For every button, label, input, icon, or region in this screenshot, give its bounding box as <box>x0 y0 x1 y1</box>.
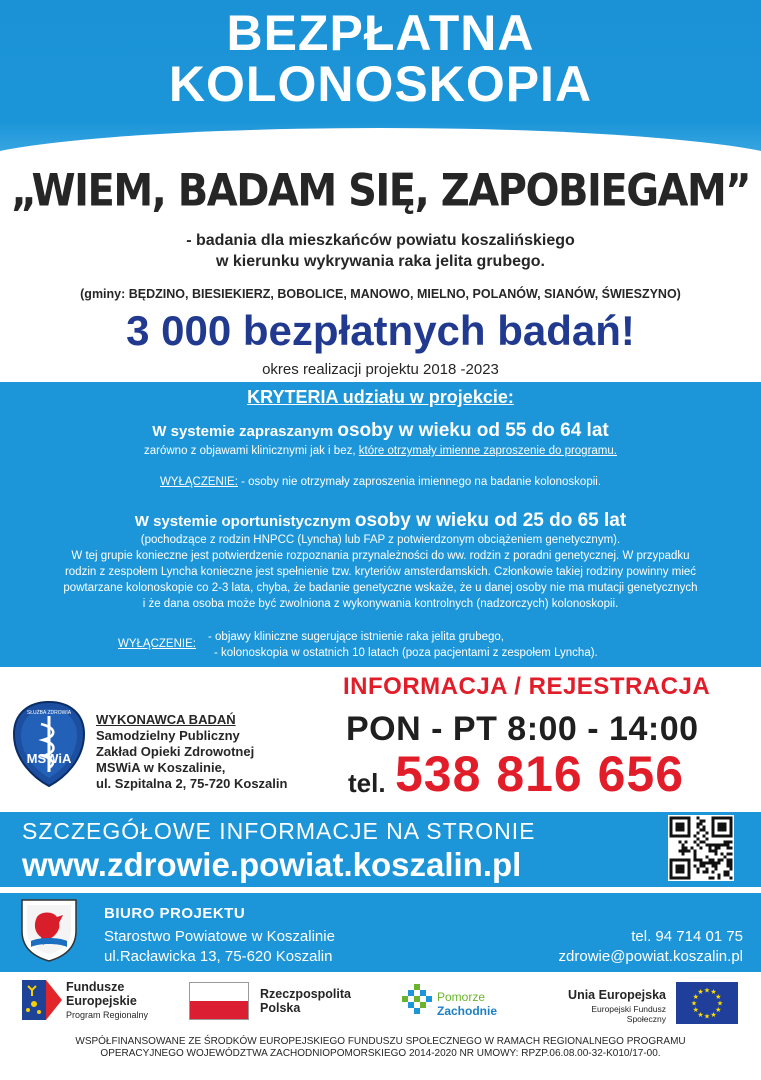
footer-line1: WSPÓŁFINANSOWANE ZE ŚRODKÓW EUROPEJSKIEGO FUNDUSZU SPOŁECZNEGO W RAMACH REGIONALNEGO PROGRAMU <box>75 1036 686 1047</box>
rp-line2: Polska <box>260 1001 301 1015</box>
polish-flag-icon <box>189 982 249 1020</box>
contractor-details <box>96 728 287 792</box>
website-url-link[interactable]: www.zdrowie.powiat.koszalin.pl <box>22 846 522 883</box>
eu-text <box>558 988 666 1024</box>
opportunistic-line: i że dana osoba może być zwolniona z wykonywania kontrolnych (nadzorczych) kolonoskopii. <box>142 598 619 610</box>
office-email[interactable]: zdrowie@powiat.koszalin.pl <box>558 948 743 965</box>
mswia-logo <box>12 700 86 788</box>
opportunistic-line: (pochodzące z rodzin HNPCC (Lyncha) lub FAP z potwierdzonym obciążeniem genetycznym). <box>140 534 621 546</box>
opportunistic-exclusion-label: WYŁĄCZENIE: <box>118 638 196 650</box>
campaign-slogan: „WIEM, BADAM SIĘ, ZAPOBIEGAM” <box>10 165 751 217</box>
registration-phone-number[interactable]: 538 816 656 <box>395 746 685 802</box>
svg-text:★: ★ <box>715 1007 722 1014</box>
svg-text:★: ★ <box>715 994 722 1001</box>
ue-line1: Unia Europejska <box>568 988 666 1002</box>
headline-free-tests: 3 000 bezpłatnych badań! <box>126 307 635 354</box>
contractor-line: MSWiA w Koszalinie, <box>96 760 226 775</box>
svg-text:★: ★ <box>703 1013 711 1021</box>
fe-line1: Fundusze <box>66 980 125 994</box>
cofinancing-footer <box>0 1036 761 1060</box>
invited-heading-prefix: W systemie zapraszanym <box>152 423 338 440</box>
opportunistic-line: rodzin z zespołem Lyncha konieczne jest spełnienie tzw. kryteriów amsterdamskich. Członkowie takiej rodziny powinny mieć <box>64 566 697 578</box>
svg-text:★: ★ <box>710 989 717 997</box>
svg-text:★: ★ <box>697 989 704 997</box>
project-office-title: BIURO PROJEKTU <box>104 905 246 922</box>
opportunistic-exclusion-item: - objawy kliniczne sugerujące istnienie raka jelita grubego, <box>208 631 504 643</box>
invited-age-range: osoby w wieku od 55 do 64 lat <box>337 420 609 441</box>
invited-exclusion-label: WYŁĄCZENIE: <box>159 476 238 488</box>
opportunistic-age-range: osoby w wieku od 25 do 65 lat <box>354 510 627 531</box>
registration-hours: PON - PT 8:00 - 14:00 <box>346 710 699 748</box>
poster-title <box>0 5 761 112</box>
mswia-logo-text: MSWiA <box>26 751 72 766</box>
footer-line2: OPERACYJNEGO WOJEWÓDZTWA ZACHODNIOPOMORSKIEGO 2014-2020 NR UMOWY: RPZP.06.08.00-32-K010/17-00. <box>100 1048 661 1059</box>
pomorze-zachodnie-text <box>437 990 497 1018</box>
office-address: ul.Racławicka 13, 75-620 Koszalin <box>104 948 333 965</box>
criteria-title: KRYTERIA udziału w projekcie: <box>247 387 514 407</box>
contractor-line: Zakład Opieki Zdrowotnej <box>96 744 255 759</box>
registration-tel-label: tel. <box>348 768 386 798</box>
svg-text:★: ★ <box>690 1000 698 1008</box>
contractor-label: WYKONAWCA BADAŃ <box>96 712 236 727</box>
project-period: okres realizacji projektu 2018 -2023 <box>262 361 499 378</box>
svg-text:★: ★ <box>703 987 711 995</box>
fe-line3: Program Regionalny <box>66 1010 149 1020</box>
pomorze-zachodnie-logo <box>400 982 434 1022</box>
european-funds-logo <box>22 976 62 1024</box>
qr-code[interactable] <box>668 815 734 881</box>
pz-line2: Zachodnie <box>437 1004 498 1018</box>
svg-text:★: ★ <box>692 1007 699 1014</box>
svg-text:★: ★ <box>692 994 699 1001</box>
office-name: Starostwo Powiatowe w Koszalinie <box>104 928 335 945</box>
invited-system-heading <box>0 420 761 442</box>
opportunistic-line: W tej grupie konieczne jest potwierdzenie rozpoznania przynależności do ww. rodzin z poradni genetycznej. W przypadku <box>71 550 690 562</box>
opportunistic-line: powtarzane kolonoskopie co 2-3 lata, chyba, że badanie genetyczne wskaże, że u danej osoby nie ma mutacji genetycznych <box>63 582 698 594</box>
eu-flag-icon <box>676 982 738 1024</box>
poster-title-line1: BEZPŁATNA <box>226 5 535 61</box>
county-crest-logo <box>19 897 79 963</box>
office-phone[interactable]: tel. 94 714 01 75 <box>631 928 743 945</box>
contractor-line: Samodzielny Publiczny <box>96 728 240 743</box>
ue-line2: Europejski Fundusz Społeczny <box>591 1004 666 1024</box>
invited-exclusion-text: - osoby nie otrzymały zaproszenia imiennego na badanie kolonoskopii. <box>237 476 602 488</box>
subtitle-line1: - badania dla mieszkańców powiatu koszalińskiego <box>186 232 575 249</box>
mswia-logo-ring-text: SŁUŻBA ZDROWIA <box>26 710 72 716</box>
svg-text:★: ★ <box>710 1011 717 1019</box>
svg-text:★: ★ <box>697 1011 704 1019</box>
svg-text:★: ★ <box>716 1000 724 1008</box>
rp-text <box>260 987 351 1015</box>
european-funds-text <box>66 980 148 1022</box>
invited-exclusion <box>0 476 761 488</box>
opportunistic-exclusion-item: - kolonoskopia w ostatnich 10 latach (poza pacjentami z zespołem Lyncha). <box>214 647 598 659</box>
subtitle-line2: w kierunku wykrywania raka jelita grubego. <box>215 253 545 270</box>
opportunistic-heading-prefix: W systemie oportunistycznym <box>134 513 355 530</box>
poster-title-line2: KOLONOSKOPIA <box>168 56 593 112</box>
pz-line1: Pomorze <box>437 990 486 1004</box>
communes-list: (gminy: BĘDZINO, BIESIEKIERZ, BOBOLICE, MANOWO, MIELNO, POLANÓW, SIANÓW, ŚWIESZYNO) <box>80 287 681 301</box>
invited-desc-prefix: zarówno z objawami klinicznymi jak i bez, <box>144 445 359 457</box>
website-label: SZCZEGÓŁOWE INFORMACJE NA STRONIE <box>22 818 536 844</box>
opportunistic-system-heading <box>0 510 761 532</box>
contractor-line: ul. Szpitalna 2, 75-720 Koszalin <box>96 776 288 791</box>
rp-line1: Rzeczpospolita <box>260 987 351 1001</box>
criteria-section <box>0 382 761 667</box>
invited-desc-underlined: które otrzymały imienne zaproszenie do programu. <box>358 445 617 457</box>
registration-title: INFORMACJA / REJESTRACJA <box>343 673 711 700</box>
invited-description <box>0 445 761 457</box>
fe-line2: Europejskie <box>66 994 137 1008</box>
